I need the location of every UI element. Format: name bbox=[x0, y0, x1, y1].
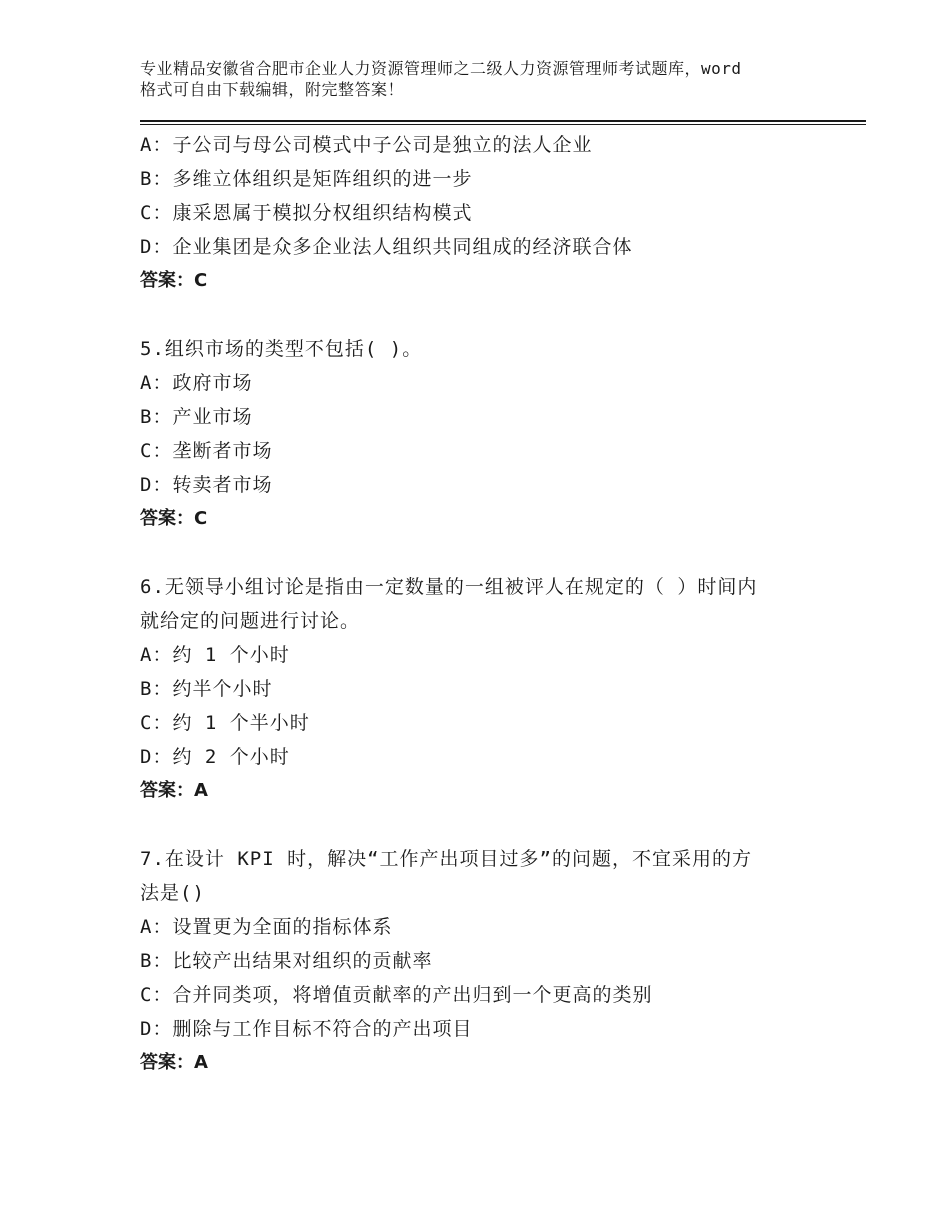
option-c: C：合并同类项，将增值贡献率的产出归到一个更高的类别 bbox=[140, 984, 653, 1006]
option-c: C：垄断者市场 bbox=[140, 440, 273, 462]
option-c: C：约 1 个半小时 bbox=[140, 712, 310, 734]
document-header bbox=[140, 58, 840, 100]
option-a: A：政府市场 bbox=[140, 372, 253, 394]
question-list bbox=[140, 128, 820, 1080]
option-b: B：比较产出结果对组织的贡献率 bbox=[140, 950, 433, 972]
option-d: D：约 2 个小时 bbox=[140, 746, 290, 768]
option-d: D：转卖者市场 bbox=[140, 474, 273, 496]
option-c: C：康采恩属于模拟分权组织结构模式 bbox=[140, 202, 473, 224]
answer-line: 答案：A bbox=[140, 780, 208, 801]
question-text-line-1: 6.无领导小组讨论是指由一定数量的一组被评人在规定的（ ）时间内 bbox=[140, 576, 758, 598]
header-line-2: 格式可自由下载编辑，附完整答案！ bbox=[140, 80, 405, 99]
question-text-line-2: 法是() bbox=[140, 882, 205, 904]
question-block-6 bbox=[140, 570, 820, 808]
question-text-line-2: 就给定的问题进行讨论。 bbox=[140, 610, 361, 632]
spacer bbox=[140, 808, 820, 842]
option-a: A：约 1 个小时 bbox=[140, 644, 290, 666]
option-d: D：企业集团是众多企业法人组织共同组成的经济联合体 bbox=[140, 236, 633, 258]
header-line-1: 专业精品安徽省合肥市企业人力资源管理师之二级人力资源管理师考试题库，word bbox=[140, 59, 742, 78]
option-a: A：设置更为全面的指标体系 bbox=[140, 916, 393, 938]
answer-line: 答案：C bbox=[140, 508, 208, 529]
spacer bbox=[140, 536, 820, 570]
answer-line: 答案：A bbox=[140, 1052, 208, 1073]
question-text: 5.组织市场的类型不包括( )。 bbox=[140, 338, 423, 360]
spacer bbox=[140, 298, 820, 332]
option-a: A：子公司与母公司模式中子公司是独立的法人企业 bbox=[140, 134, 593, 156]
option-d: D：删除与工作目标不符合的产出项目 bbox=[140, 1018, 473, 1040]
header-rule-thin bbox=[140, 124, 866, 125]
header-rule-thick bbox=[140, 120, 866, 122]
answer-line: 答案：C bbox=[140, 270, 208, 291]
question-block-4 bbox=[140, 128, 820, 298]
option-b: B：多维立体组织是矩阵组织的进一步 bbox=[140, 168, 473, 190]
question-block-5 bbox=[140, 332, 820, 536]
option-b: B：约半个小时 bbox=[140, 678, 273, 700]
question-text-line-1: 7.在设计 KPI 时，解决“工作产出项目过多”的问题，不宜采用的方 bbox=[140, 848, 752, 870]
question-block-7 bbox=[140, 842, 820, 1080]
option-b: B：产业市场 bbox=[140, 406, 253, 428]
